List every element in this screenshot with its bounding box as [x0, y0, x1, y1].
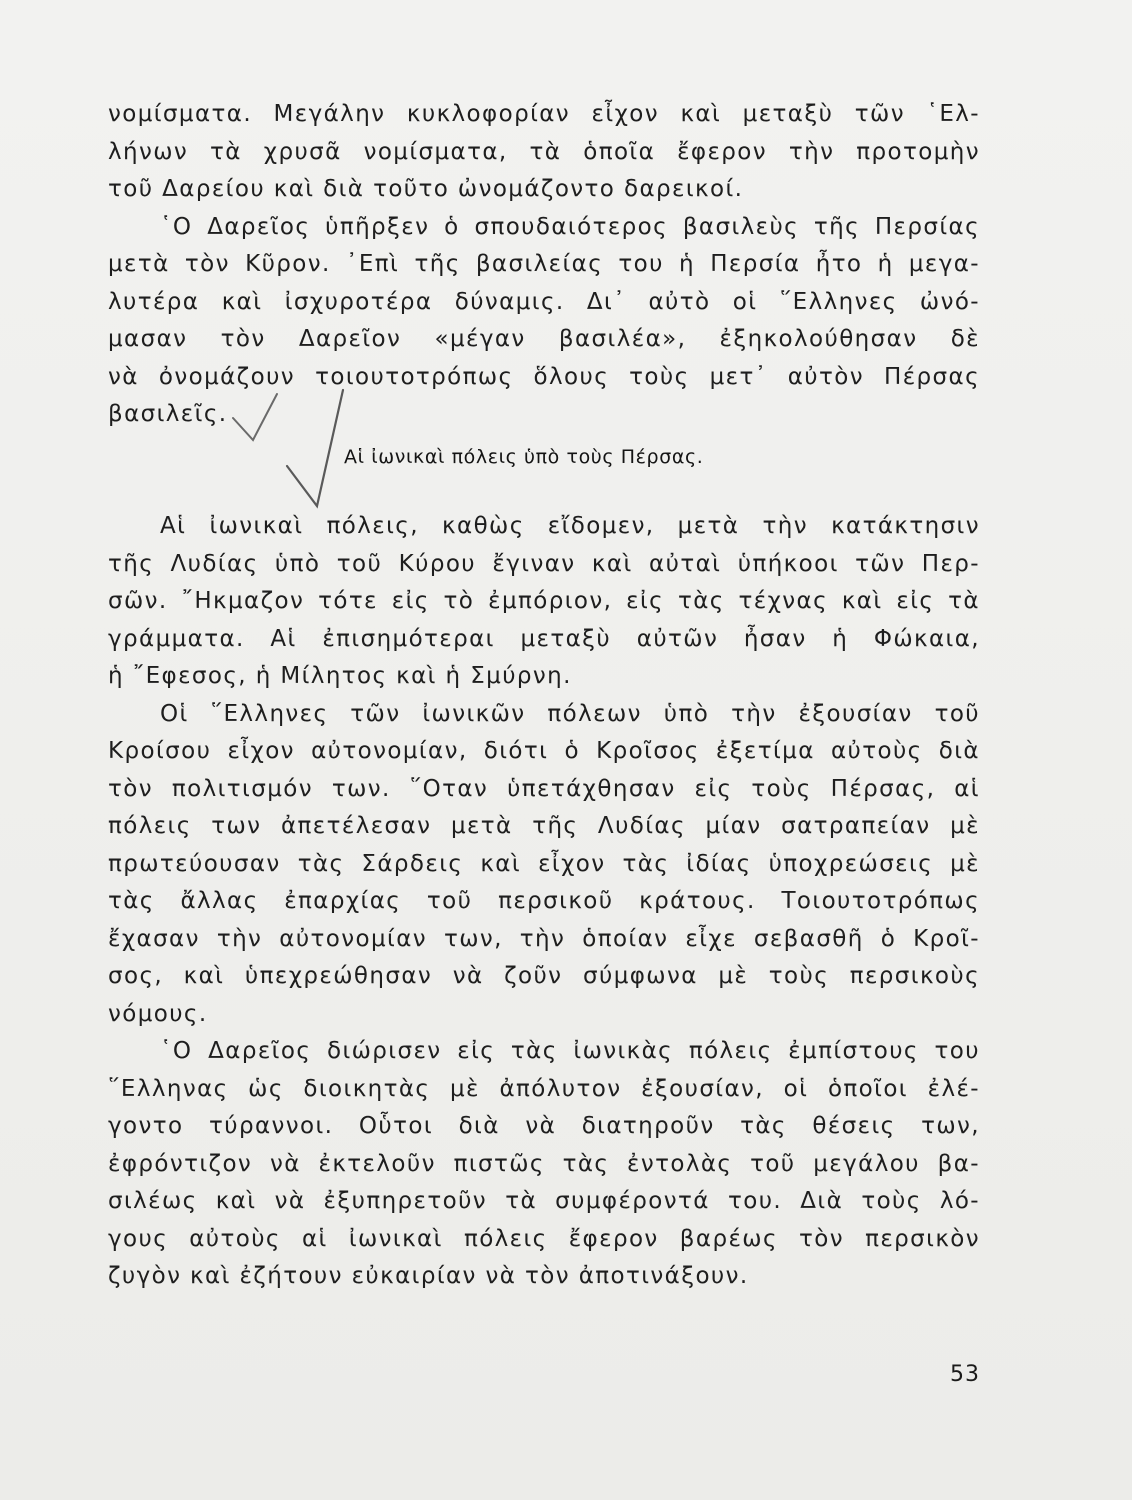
text-block-bottom [108, 508, 980, 1296]
text-line: πρωτεύουσαν τὰς Σάρδεις καὶ εἶχον τὰς ἰδίας ὑποχρεώσεις μὲ [108, 850, 980, 877]
section-heading: Αἱ ἰωνικαὶ πόλεις ὑπὸ τοὺς Πέρσας. [344, 446, 704, 468]
text-line: σῶν. ῎Ηκμαζον τότε εἰς τὸ ἐμπόριον, εἰς τὰς τέχνας καὶ εἰς τὰ [108, 588, 980, 614]
text-line: Κροίσου εἶχον αὐτονομίαν, διότι ὁ Κροῖσος ἐξετίμα αὐτοὺς διὰ [108, 738, 980, 764]
text-line: ῾Ο Δαρεῖος ὑπῆρξεν ὁ σπουδαιότερος βασιλεὺς τῆς Περσίας [160, 213, 980, 240]
text-line: σιλέως καὶ νὰ ἐξυπηρετοῦν τὰ συμφέροντά του. Διὰ τοὺς λό- [108, 1188, 980, 1214]
text-line: λυτέρα καὶ ἰσχυροτέρα δύναμις. Δι᾿ αὐτὸ οἱ ῞Ελληνες ὠνό- [108, 288, 980, 315]
text-line: λήνων τὰ χρυσᾶ νομίσματα, τὰ ὁποῖα ἔφερον τὴν προτομὴν [108, 138, 980, 165]
text-line: ἐφρόντιζον νὰ ἐκτελοῦν πιστῶς τὰς ἐντολὰς τοῦ μεγάλου βα- [108, 1150, 980, 1177]
text-line: νὰ ὀνομάζουν τοιουτοτρόπως ὅλους τοὺς μετ᾿ αὐτὸν Πέρσας [108, 363, 980, 390]
text-line: πόλεις των ἀπετέλεσαν μετὰ τῆς Λυδίας μίαν σατραπείαν μὲ [108, 813, 980, 839]
text-line: γους αὐτοὺς αἱ ἰωνικαὶ πόλεις ἔφερον βαρέως τὸν περσικὸν [108, 1225, 980, 1252]
text-line: Αἱ ἰωνικαὶ πόλεις, καθὼς εἴδομεν, μετὰ τὴν κατάκτησιν [160, 513, 980, 539]
text-line: σος, καὶ ὑπεχρεώθησαν νὰ ζοῦν σύμφωνα μὲ τοὺς περσικοὺς [108, 963, 980, 989]
text-line: μασαν τὸν Δαρεῖον «μέγαν βασιλέα», ἐξηκολούθησαν δὲ [108, 326, 980, 352]
text-line: μετὰ τὸν Κῦρον. ᾿Επὶ τῆς βασιλείας του ἡ Περσία ἦτο ἡ μεγα- [108, 251, 980, 277]
text-line: ῞Ελληνας ὡς διοικητὰς μὲ ἀπόλυτον ἐξουσίαν, οἱ ὁποῖοι ἐλέ- [108, 1075, 980, 1102]
text-line: Οἱ ῞Ελληνες τῶν ἰωνικῶν πόλεων ὑπὸ τὴν ἐξουσίαν τοῦ [160, 700, 980, 727]
text-line: ζυγὸν καὶ ἐζήτουν εὐκαιρίαν νὰ τὸν ἀποτινάξουν. [108, 1263, 749, 1289]
text-line: ἔχασαν τὴν αὐτονομίαν των, τὴν ὁποίαν εἶχε σεβασθῆ ὁ Κροῖ- [108, 925, 980, 952]
text-line: νομίσματα. Μεγάλην κυκλοφορίαν εἶχον καὶ μεταξὺ τῶν ῾Ελ- [108, 101, 980, 127]
text-line: βασιλεῖς. [108, 401, 228, 427]
text-line: τῆς Λυδίας ὑπὸ τοῦ Κύρου ἔγιναν καὶ αὐταὶ ὑπήκοοι τῶν Περ- [108, 550, 980, 577]
text-line: γοντο τύραννοι. Οὗτοι διὰ νὰ διατηροῦν τὰς θέσεις των, [108, 1113, 980, 1139]
text-line: τὸν πολιτισμόν των. ῞Οταν ὑπετάχθησαν εἰς τοὺς Πέρσας, αἱ [108, 775, 980, 802]
text-line: γράμματα. Αἱ ἐπισημότεραι μεταξὺ αὐτῶν ἦσαν ἡ Φώκαια, [108, 625, 980, 652]
text-line: ἡ ῎Εφεσος, ἡ Μίλητος καὶ ἡ Σμύρνη. [108, 663, 572, 689]
text-line: τοῦ Δαρείου καὶ διὰ τοῦτο ὠνομάζοντο δαρεικοί. [108, 176, 744, 202]
text-line: τὰς ἄλλας ἐπαρχίας τοῦ περσικοῦ κράτους. Τοιουτοτρόπως [108, 888, 980, 914]
text-line: νόμους. [108, 1000, 208, 1027]
text-line: ῾Ο Δαρεῖος διώρισεν εἰς τὰς ἰωνικὰς πόλεις ἐμπίστους του [160, 1038, 980, 1064]
page-number: 53 [950, 1362, 980, 1387]
